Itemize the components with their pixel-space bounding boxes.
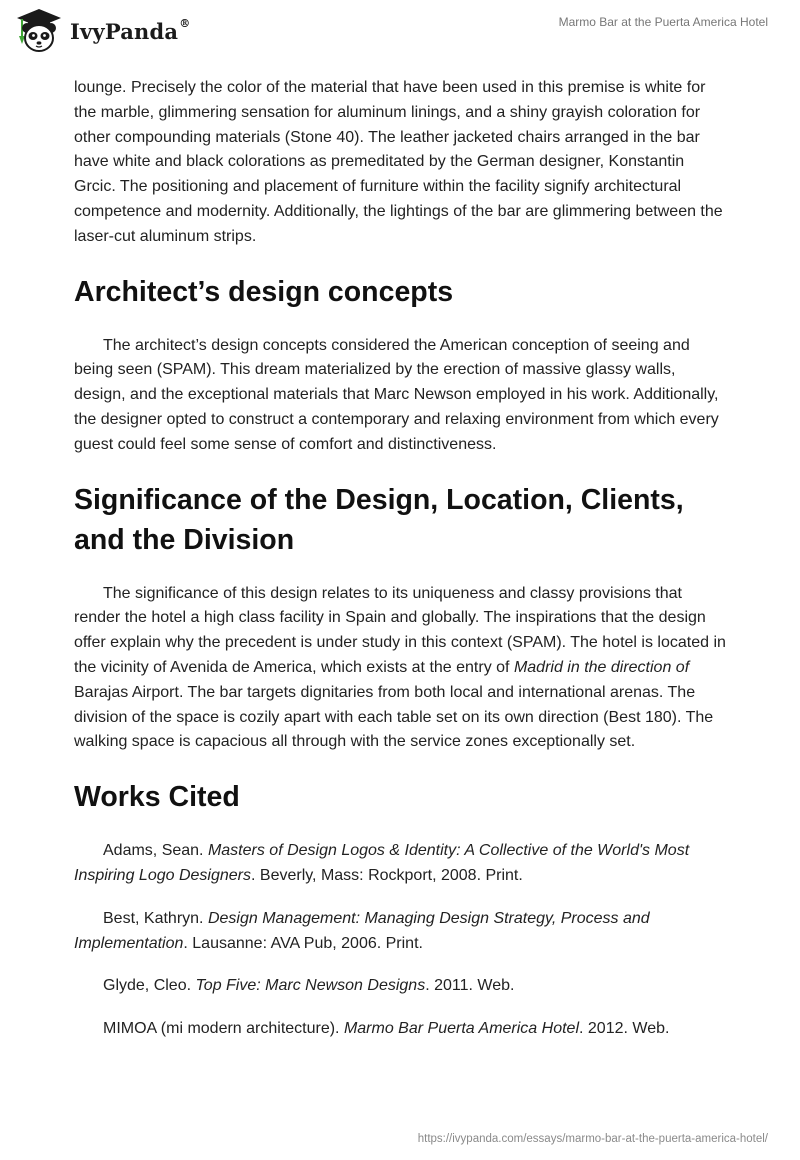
citation-entry: Best, Kathryn. Design Management: Managing Design Strategy, Process and Implementation. Lausanne: AVA Pub, 2006. Print. xyxy=(74,909,650,952)
ivypanda-logo[interactable] xyxy=(14,8,190,54)
design-concepts-paragraph: The architect’s design concepts considered the American conception of seeing and being seen (SPAM). This dream materialized by the erection of massive glassy walls, design, and the exceptional materials that Marc Newson employed in his work. Additionally, the designer opted to construct a contemporary and relaxing environment from which every guest could feel some sense of comfort and distinctiveness. xyxy=(74,336,719,453)
essay-content xyxy=(74,76,726,1042)
document-title: Marmo Bar at the Puerta America Hotel xyxy=(558,15,768,29)
logo-wordmark: IvyPanda® xyxy=(70,16,191,44)
citation-entry: Adams, Sean. Masters of Design Logos & Identity: A Collective of the World's Most Inspiring Logo Designers. Beverly, Mass: Rockport, 2008. Print. xyxy=(74,842,690,884)
page-header xyxy=(0,0,800,64)
section-heading-design-concepts: Architect’s design concepts xyxy=(74,275,454,308)
citation-entry: Glyde, Cleo. Top Five: Marc Newson Designs. 2011. Web. xyxy=(103,977,515,995)
citation-entry: MIMOA (mi modern architecture). Marmo Bar Puerta America Hotel. 2012. Web. xyxy=(103,1020,670,1038)
source-url-link[interactable]: https://ivypanda.com/essays/marmo-bar-at-the-puerta-america-hotel/ xyxy=(417,1133,768,1145)
panda-graduate-icon xyxy=(14,8,64,54)
significance-paragraph: The significance of this design relates to its uniqueness and classy provisions that render the hotel a high class facility in Spain and globally. The inspirations that the design offer explain why the precedent is under study in this context (SPAM). The hotel is located in the vicinity of Avenida de America, which exists at the entry of Madrid in the direction of Barajas Airport. The bar targets dignitaries from both local and international arenas. The division of the space is cozily apart with each table set on its own direction (Best 180). The walking space is capacious all through with the service zones exceptionally set. xyxy=(74,584,726,751)
intro-paragraph: lounge. Precisely the color of the material that have been used in this premise is white for the marble, glimmering sensation for aluminum linings, and a shiny grayish coloration for other compounding materials (Stone 40). The leather jacketed chairs arranged in the bar have white and black colorations as premeditated by the German designer, Konstantin Grcic. The positioning and placement of furniture within the facility signify architectural competence and modernity. Additionally, the lightings of the bar are glimmering between the laser-cut aluminum strips. xyxy=(74,79,723,245)
works-cited-heading: Works Cited xyxy=(74,781,240,814)
section-heading-significance: Significance of the Design, Location, Clients, and the Division xyxy=(74,483,684,556)
